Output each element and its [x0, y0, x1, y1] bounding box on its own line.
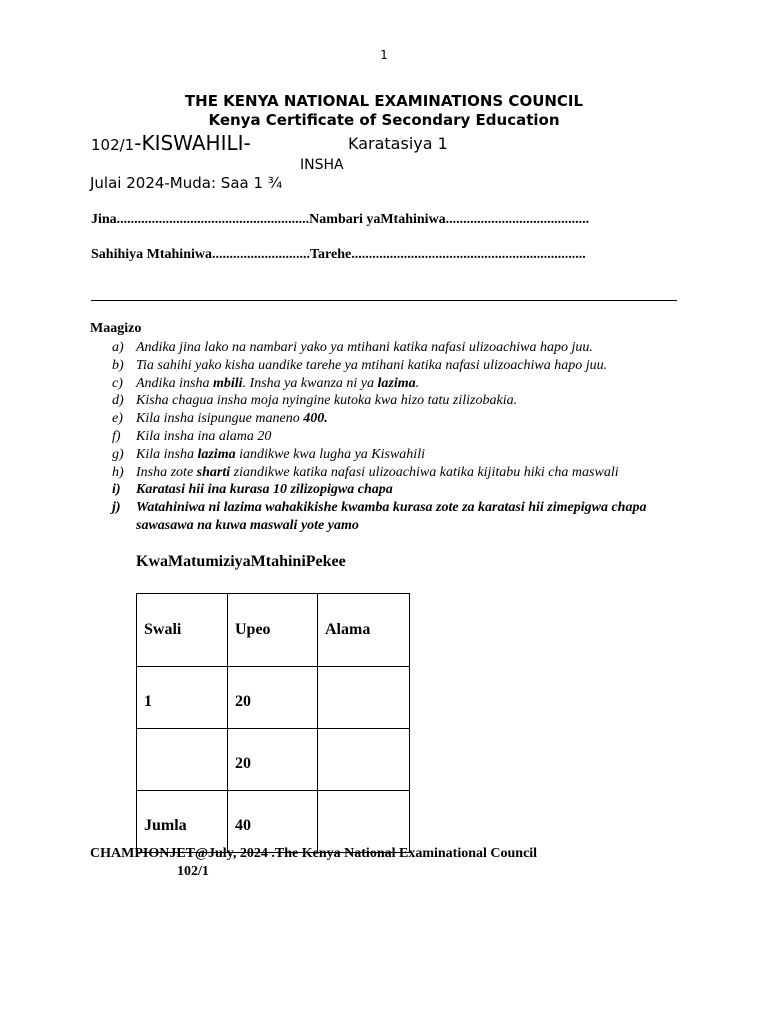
- table-cell: [137, 729, 228, 791]
- table-cell: 40: [228, 791, 318, 853]
- instruction-item: d) Kisha chagua insha moja nyingine kutoka kwa hizo tatu zilizobakia.: [112, 393, 518, 409]
- instruction-item: c) Andika insha mbili. Insha ya kwanza ni ya lazima.: [112, 375, 420, 391]
- header-cell: Upeo: [228, 594, 318, 667]
- instruction-item: b) Tia sahihi yako kisha uandike tarehe ya mtihani katika nafasi ulizoachiwa hapo juu.: [112, 357, 608, 373]
- paper-code-line: [91, 131, 251, 155]
- signature-date-field: Sahihiya Mtahiniwa............................Tarehe...................................................................: [91, 247, 586, 262]
- table-cell: [318, 791, 410, 853]
- table-row: [137, 729, 410, 791]
- instruction-item: a) Andika jina lako na nambari yako ya mtihani katika nafasi ulizoachiwa hapo juu.: [112, 340, 593, 355]
- examiner-use-title: KwaMatumiziyaMtahiniPekee: [136, 553, 346, 570]
- table-cell: 20: [228, 729, 318, 791]
- table-cell: 20: [228, 667, 318, 729]
- table-cell: Jumla: [137, 791, 228, 853]
- certificate-title: Kenya Certificate of Secondary Education: [208, 111, 560, 129]
- table-row: [137, 791, 410, 853]
- marks-table: [136, 593, 410, 853]
- instruction-item: f) Kila insha ina alama 20: [112, 428, 272, 444]
- instructions-list: [112, 339, 672, 535]
- page-number: 1: [380, 48, 388, 62]
- instruction-item: h) Insha zote sharti ziandikwe katika nafasi ulizoachiwa katika kijitabu hiki cha maswali: [112, 464, 619, 480]
- header-cell: Swali: [137, 594, 228, 667]
- table-cell: 1: [137, 667, 228, 729]
- section-title: INSHA: [300, 157, 344, 173]
- table-cell: [318, 729, 410, 791]
- divider: [91, 300, 677, 301]
- instruction-item: i) Karatasi hii ina kurasa 10 zilizopigwa chapa: [112, 482, 393, 498]
- instruction-item: j) Watahiniwa ni lazima wahakikishe kwamba kurasa zote za karatasi hii zimepigwa chapa sawasawa na kuwa maswali yote yamo: [112, 500, 647, 533]
- instructions-title: Maagizo: [90, 321, 142, 336]
- exam-duration: Julai 2024-Muda: Saa 1 ¾: [90, 174, 283, 192]
- council-title: THE KENYA NATIONAL EXAMINATIONS COUNCIL: [184, 92, 584, 110]
- footer-copyright: CHAMPIONJET@July, 2024 .The Kenya National Examinational Council: [90, 846, 538, 861]
- table-row: [137, 667, 410, 729]
- subject-name: -KISWAHILI-: [134, 131, 251, 155]
- instruction-item: e) Kila insha isipungue maneno 400.: [112, 411, 328, 427]
- table-header-row: [137, 594, 410, 667]
- paper-code: 102/1: [91, 136, 135, 154]
- footer-paper-code: 102/1: [177, 864, 209, 879]
- table-cell: [318, 667, 410, 729]
- instruction-item: g) Kila insha lazima iandikwe kwa lugha ya Kiswahili: [112, 446, 425, 462]
- name-number-field: Jina.......................................................Nambari yaMtahiniwa.........................................: [91, 212, 590, 227]
- paper-number: Karatasiya 1: [348, 134, 448, 153]
- header-cell: Alama: [318, 594, 410, 667]
